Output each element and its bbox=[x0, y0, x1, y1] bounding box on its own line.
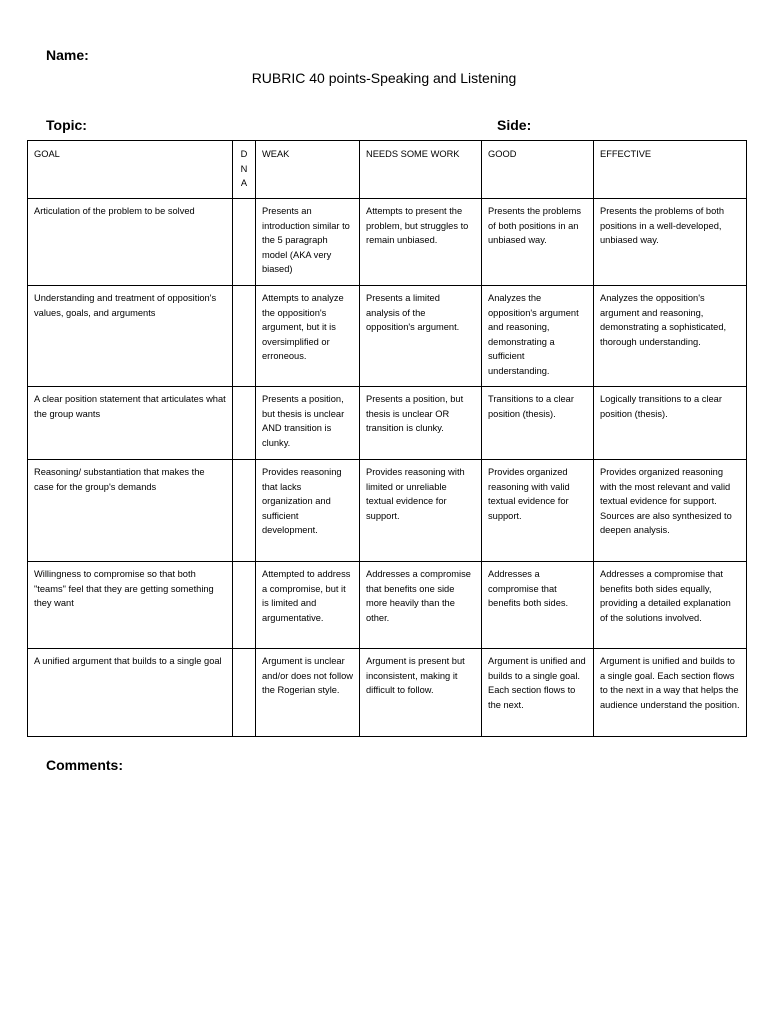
weak-cell: Attempted to address a compromise, but it is limited and argumentative. bbox=[256, 562, 360, 649]
goal-cell: Willingness to compromise so that both "teams" feel that they are getting something they want bbox=[28, 562, 233, 649]
header-effective: EFFECTIVE bbox=[594, 141, 747, 199]
goal-cell: Understanding and treatment of opposition's values, goals, and arguments bbox=[28, 286, 233, 387]
goal-cell: Articulation of the problem to be solved bbox=[28, 199, 233, 286]
dna-cell bbox=[233, 387, 256, 460]
header-dna-letter: A bbox=[240, 178, 248, 188]
topic-label: Topic: bbox=[46, 117, 87, 133]
table-row bbox=[28, 199, 747, 286]
goal-cell: A unified argument that builds to a single goal bbox=[28, 649, 233, 737]
dna-cell bbox=[233, 649, 256, 737]
page-title: RUBRIC 40 points-Speaking and Listening bbox=[251, 70, 517, 86]
table-row bbox=[28, 562, 747, 649]
weak-cell: Attempts to analyze the opposition's argument, but it is oversimplified or erroneous. bbox=[256, 286, 360, 387]
effective-cell: Argument is unified and builds to a single goal. Each section flows to the next in a way that helps the audience understand the position. bbox=[594, 649, 747, 737]
good-cell: Presents the problems of both positions in an unbiased way. bbox=[482, 199, 594, 286]
effective-cell: Analyzes the opposition's argument and reasoning, demonstrating a sophisticated, thorough understanding. bbox=[594, 286, 747, 387]
good-cell: Provides organized reasoning with valid textual evidence for support. bbox=[482, 460, 594, 562]
needs-some-work-cell: Addresses a compromise that benefits one side more heavily than the other. bbox=[360, 562, 482, 649]
rubric-table bbox=[27, 140, 747, 737]
weak-cell: Presents a position, but thesis is unclear AND transition is clunky. bbox=[256, 387, 360, 460]
header-weak: WEAK bbox=[256, 141, 360, 199]
header-dna-letter: N bbox=[240, 163, 248, 174]
weak-cell: Presents an introduction similar to the 5 paragraph model (AKA very biased) bbox=[256, 199, 360, 286]
table-header-row bbox=[28, 141, 747, 199]
needs-some-work-cell: Presents a position, but thesis is unclear OR transition is clunky. bbox=[360, 387, 482, 460]
needs-some-work-cell: Provides reasoning with limited or unreliable textual evidence for support. bbox=[360, 460, 482, 562]
header-dna bbox=[233, 141, 256, 199]
weak-cell: Argument is unclear and/or does not follow the Rogerian style. bbox=[256, 649, 360, 737]
header-dna-letter: D bbox=[240, 149, 248, 159]
needs-some-work-cell: Attempts to present the problem, but struggles to remain unbiased. bbox=[360, 199, 482, 286]
dna-cell bbox=[233, 199, 256, 286]
table-row bbox=[28, 387, 747, 460]
effective-cell: Logically transitions to a clear position (thesis). bbox=[594, 387, 747, 460]
goal-cell: Reasoning/ substantiation that makes the case for the group's demands bbox=[28, 460, 233, 562]
header-good: GOOD bbox=[482, 141, 594, 199]
goal-cell: A clear position statement that articulates what the group wants bbox=[28, 387, 233, 460]
table-row bbox=[28, 460, 747, 562]
effective-cell: Presents the problems of both positions in a well-developed, unbiased way. bbox=[594, 199, 747, 286]
needs-some-work-cell: Argument is present but inconsistent, making it difficult to follow. bbox=[360, 649, 482, 737]
table-row bbox=[28, 649, 747, 737]
dna-cell bbox=[233, 562, 256, 649]
comments-label: Comments: bbox=[46, 757, 124, 773]
good-cell: Addresses a compromise that benefits both sides. bbox=[482, 562, 594, 649]
effective-cell: Provides organized reasoning with the most relevant and valid textual evidence for support. Sources are also synthesized to deepen analysis. bbox=[594, 460, 747, 562]
good-cell: Argument is unified and builds to a single goal. Each section flows to the next. bbox=[482, 649, 594, 737]
needs-some-work-cell: Presents a limited analysis of the opposition's argument. bbox=[360, 286, 482, 387]
weak-cell: Provides reasoning that lacks organization and sufficient development. bbox=[256, 460, 360, 562]
good-cell: Transitions to a clear position (thesis). bbox=[482, 387, 594, 460]
side-label: Side: bbox=[497, 117, 532, 133]
name-label: Name: bbox=[46, 47, 89, 63]
table-row bbox=[28, 286, 747, 387]
dna-cell bbox=[233, 286, 256, 387]
header-needs-some-work: NEEDS SOME WORK bbox=[360, 141, 482, 199]
good-cell: Analyzes the opposition's argument and reasoning, demonstrating a sufficient understanding. bbox=[482, 286, 594, 387]
dna-cell bbox=[233, 460, 256, 562]
header-goal: GOAL bbox=[28, 141, 233, 199]
effective-cell: Addresses a compromise that benefits both sides equally, providing a detailed explanation of the solutions involved. bbox=[594, 562, 747, 649]
